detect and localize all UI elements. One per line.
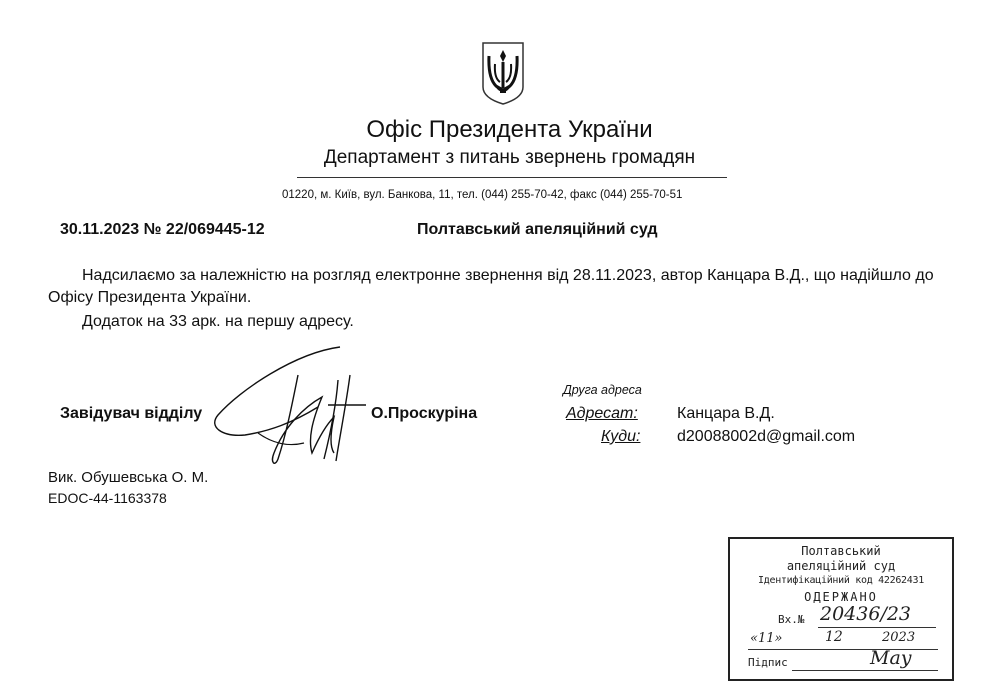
office-title: Офіс Президента України (366, 116, 653, 143)
stamp-number-value: 20436/23 (820, 603, 912, 625)
received-stamp (728, 537, 954, 681)
addressee-value: Канцара В.Д. (677, 405, 775, 422)
stamp-month: 12 (825, 629, 843, 645)
department-title: Департамент з питань звернень громадян (323, 147, 696, 168)
stamp-court-line-1: Полтавський (801, 544, 881, 558)
edoc-number: EDOC-44-1163378 (48, 490, 167, 506)
stamp-id-code: Ідентифікаційний код 42262431 (758, 575, 924, 586)
stamp-sign-value: Мау (870, 647, 912, 669)
handwritten-signature (200, 335, 390, 475)
stamp-sign-line (792, 670, 938, 671)
contact-address: 01220, м. Київ, вул. Банкова, 11, тел. (044) 255-70-42, факс (044) 255-70-51 (282, 189, 683, 201)
recipient-name: Полтавський апеляційний суд (417, 221, 658, 238)
stamp-number-label: Вх.№ (778, 613, 805, 626)
stamp-day: «11» (750, 631, 783, 646)
stamp-number-line (818, 627, 936, 628)
stamp-court-line-2: апеляційний суд (786, 559, 896, 573)
signatory-name: О.Проскуріна (371, 405, 478, 422)
second-address-title: Друга адреса (563, 383, 642, 397)
attachment-note: Додаток на 33 арк. на першу адресу. (82, 313, 354, 330)
stamp-received-label: ОДЕРЖАНО (804, 590, 878, 604)
outgoing-date-number: 30.11.2023 № 22/069445-12 (60, 221, 265, 238)
stamp-sign-label: Підпис (748, 656, 788, 669)
executor-name: Вик. Обушевська О. М. (48, 469, 209, 486)
header-divider (297, 177, 727, 178)
letter-body: Надсилаємо за належністю на розгляд електронне звернення від 28.11.2023, автор Канцара В.Д., що надійшло до Офісу Президента України. (48, 267, 934, 306)
trident-emblem-icon (480, 40, 526, 106)
addressee-label: Адресат: (566, 405, 638, 422)
destination-email: d20088002d@gmail.com (677, 428, 856, 445)
stamp-year: 2023 (882, 630, 916, 645)
destination-label: Куди: (601, 428, 641, 445)
signatory-role: Завідувач відділу (60, 405, 203, 422)
